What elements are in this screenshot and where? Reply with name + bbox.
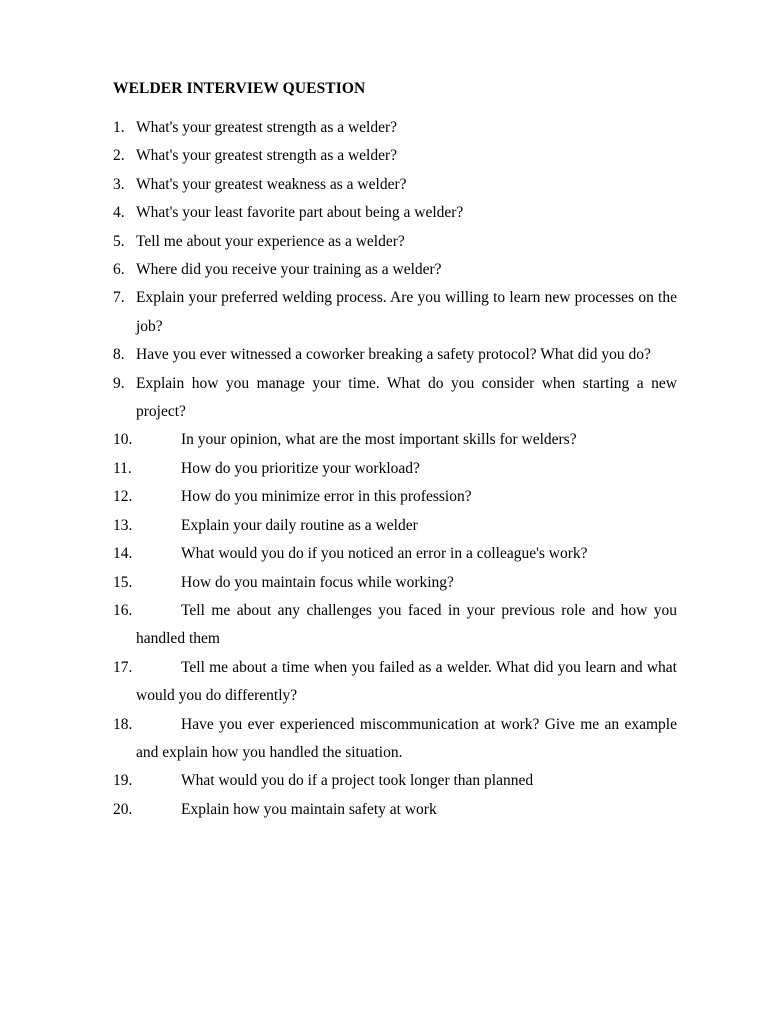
question-item [0,540,677,568]
question-item [0,142,677,170]
question-item [0,455,677,483]
document-title: WELDER INTERVIEW QUESTION [113,80,366,97]
question-number: 8. [113,346,125,364]
question-number: 11. [113,459,132,477]
question-item [0,199,677,227]
question-item [0,341,677,369]
question-text: Explain how you maintain safety at work [181,800,437,818]
question-item [0,512,677,540]
question-text: Explain your daily routine as a welder [181,516,418,534]
question-item [0,767,677,795]
question-item [0,228,677,256]
question-text: Where did you receive your training as a welder? [136,261,442,279]
question-item [0,426,677,454]
question-number: 7. [113,289,125,307]
question-number: 5. [113,232,125,250]
question-item [0,370,677,427]
question-item [0,114,677,142]
question-item [0,796,677,824]
question-text: Tell me about your experience as a welder? [136,232,405,250]
question-text: How do you maintain focus while working? [181,573,454,591]
question-item [0,483,677,511]
question-text: What's your greatest strength as a welder? [136,119,398,136]
question-text: How do you prioritize your workload? [181,459,420,477]
question-item [0,711,677,768]
question-number: 19. [113,772,133,790]
question-text: Tell me about a time when you failed as a welder. What did you learn and what would you do differently? [136,658,677,705]
question-item [0,256,677,284]
question-number: 12. [113,488,133,506]
question-item [0,569,677,597]
question-number: 1. [113,119,125,136]
question-number: 3. [113,175,125,193]
question-text: Have you ever experienced miscommunication at work? Give me an example and explain how you handled the situation. [136,715,677,761]
question-text: What's your greatest strength as a welder? [136,147,398,165]
question-text: What's your least favorite part about being a welder? [136,204,464,222]
question-text: Have you ever witnessed a coworker breaking a safety protocol? What did you do? [136,346,651,364]
question-number: 15. [113,573,133,591]
question-text: Explain your preferred welding process. Are you willing to learn new processes on the job? [136,289,677,335]
question-number: 2. [113,147,125,165]
question-text: What would you do if a project took longer than planned [181,772,534,790]
question-list [0,114,768,824]
question-text: In your opinion, what are the most important skills for welders? [181,431,577,449]
question-text: What would you do if you noticed an error in a colleague's work? [181,545,588,563]
question-item [0,284,677,341]
question-number: 4. [113,204,125,222]
question-text: Explain how you manage your time. What do you consider when starting a new project? [136,374,677,421]
question-text: What's your greatest weakness as a welder? [136,175,407,193]
question-item [0,597,677,654]
question-number: 9. [113,374,125,392]
question-item [0,171,677,199]
question-number: 10. [113,431,133,449]
question-number: 13. [113,516,133,534]
question-item [0,654,677,711]
question-text: How do you minimize error in this profession? [181,488,472,506]
question-number: 16. [113,601,133,619]
question-number: 6. [113,261,125,279]
question-number: 20. [113,800,133,818]
question-number: 17. [113,658,133,676]
question-number: 18. [113,715,133,733]
question-text: Tell me about any challenges you faced in your previous role and how you handled them [136,601,677,648]
question-number: 14. [113,545,133,563]
